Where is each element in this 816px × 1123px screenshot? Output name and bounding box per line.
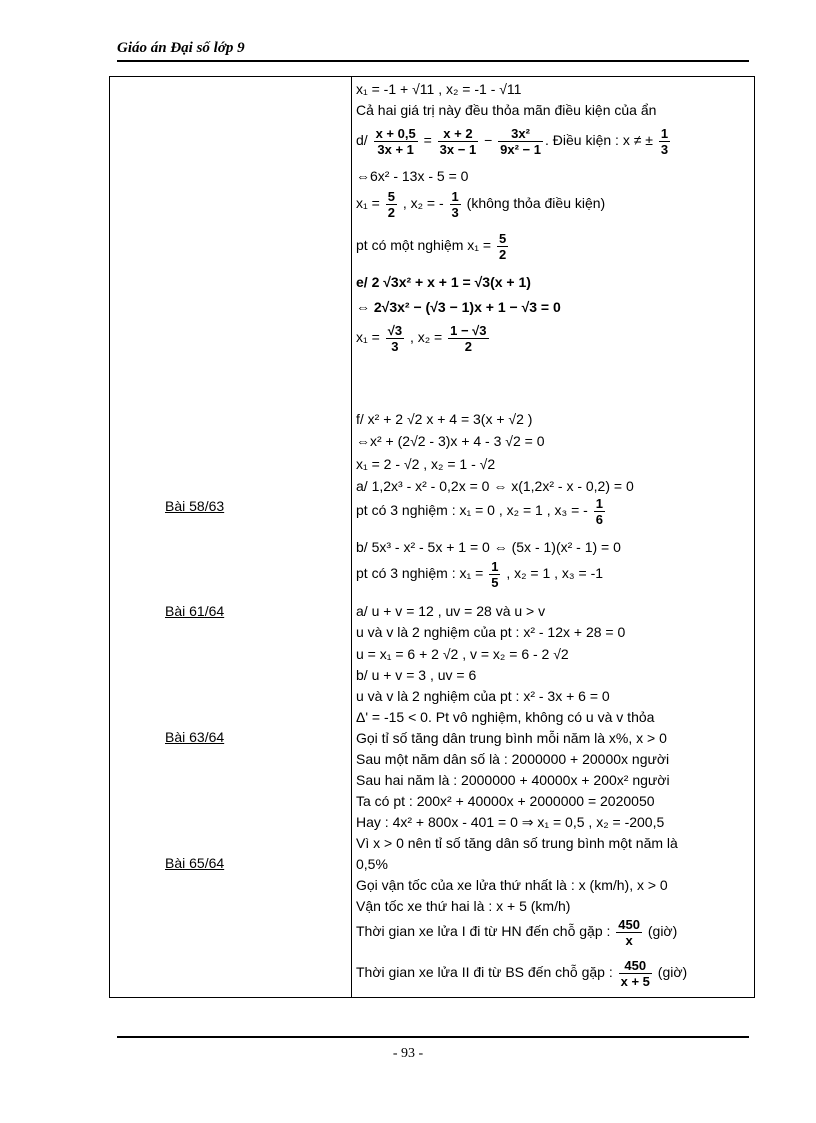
fraction-x2-num: 1 — [451, 189, 459, 204]
fraction-d4 — [659, 126, 670, 157]
fraction-d4-den: 3 — [660, 142, 669, 157]
fraction-65-time1-den: x — [625, 933, 633, 948]
fraction-65-time2-num: 450 — [619, 958, 652, 974]
fraction-x1 — [386, 189, 397, 220]
fraction-x2-e-num: 1 − √3 — [450, 323, 487, 338]
text-x1: x₁ = — [356, 195, 380, 212]
line-61a-given: a/ u + v = 12 , uv = 28 và u > v — [356, 603, 546, 619]
line-61b-pt: u và v là 2 nghiệm của pt : x² - 3x + 6 = 0 — [356, 688, 610, 704]
fraction-58a-den: 6 — [595, 512, 603, 527]
line-63-let: Gọi tỉ số tăng dân trung bình mỗi năm là x%, x > 0 — [356, 730, 667, 746]
text-d: d/ — [356, 132, 368, 149]
fraction-one-root — [497, 231, 508, 262]
text-65-time1: Thời gian xe lửa I đi từ HN đến chỗ gặp : — [356, 923, 611, 940]
line-65-speed2: Vận tốc xe thứ hai là : x + 5 (km/h) — [356, 898, 571, 914]
label-bai-65: Bài 65/64 — [165, 855, 225, 871]
line-65-time2 — [356, 958, 687, 989]
line-roots-c: x₁ = -1 + √11 , x₂ = -1 - √11 — [356, 81, 522, 97]
line-roots-d — [356, 189, 605, 220]
line-65-let: Gọi vận tốc của xe lửa thứ nhất là : x (km/h), x > 0 — [356, 877, 668, 893]
page-number: - 93 - — [392, 1046, 424, 1061]
fraction-58b-num: 1 — [491, 559, 499, 574]
fraction-d3-num: 3x² — [498, 126, 543, 142]
fraction-one-root-den: 2 — [498, 247, 507, 262]
header-rule — [117, 60, 749, 62]
line-63-conclusion: Vì x > 0 nên tỉ số tăng dân số trung bình một năm là — [356, 835, 678, 851]
text-one-root: pt có một nghiệm x₁ = — [356, 237, 492, 254]
fraction-x2-den: 3 — [451, 205, 459, 220]
text-not-satisfy: (không thỏa điều kiện) — [466, 195, 606, 212]
fraction-x1-num: 5 — [387, 189, 395, 204]
line-58a-equation: a/ 1,2x³ - x² - 0,2x = 0 ⇔ x(1,2x² - x - 0,2) = 0 — [356, 478, 634, 494]
fraction-d2-num: x + 2 — [438, 126, 479, 142]
fraction-65-time1 — [616, 917, 642, 948]
text-condition: . Điều kiện : x ≠ ± — [545, 132, 653, 149]
line-transform-f: ⇔x² + (2√2 - 3)x + 4 - 3 √2 = 0 — [356, 433, 545, 449]
line-58a-roots — [356, 496, 607, 527]
fraction-x1-e-num: √3 — [387, 323, 403, 338]
fraction-65-time2-den: x + 5 — [620, 974, 650, 989]
fraction-x1-e — [386, 323, 404, 354]
text-x2-e: , x₂ = — [409, 329, 443, 346]
text-x1-e: x₁ = — [356, 329, 380, 346]
line-roots-e — [356, 323, 491, 354]
fraction-58a-num: 1 — [595, 496, 603, 511]
line-equation-e: e/ 2 √3x² + x + 1 = √3(x + 1) — [356, 274, 531, 290]
label-bai-61: Bài 61/64 — [165, 603, 225, 619]
column-divider — [351, 77, 352, 997]
text-58a-roots: pt có 3 nghiệm : x₁ = 0 , x₂ = 1 , x₃ = - — [356, 502, 588, 519]
fraction-65-time2 — [619, 958, 652, 989]
header-title: Giáo án Đại số lớp 9 — [117, 40, 245, 56]
label-bai-58: Bài 58/63 — [165, 498, 225, 514]
line-transform-e: ⇔ 2√3x² − (√3 − 1)x + 1 − √3 = 0 — [356, 299, 561, 315]
fraction-58a — [594, 496, 605, 527]
text-65-time2: Thời gian xe lửa II đi từ BS đến chỗ gặp : — [356, 964, 613, 981]
line-61a-pt: u và v là 2 nghiệm của pt : x² - 12x + 28 = 0 — [356, 624, 626, 640]
line-61b-delta: Δ' = -15 < 0. Pt vô nghiệm, không có u và v thỏa — [356, 709, 655, 725]
fraction-d1 — [374, 126, 418, 157]
text-x2: , x₂ = - — [402, 195, 444, 212]
line-65-time1 — [356, 917, 677, 948]
fraction-65-time1-num: 450 — [618, 917, 640, 932]
line-58b-equation: b/ 5x³ - x² - 5x + 1 = 0 ⇔ (5x - 1)(x² - 1) = 0 — [356, 539, 621, 555]
text-65-time2-unit: (giờ) — [657, 964, 688, 981]
fraction-d4-num: 1 — [660, 126, 669, 141]
fraction-x2 — [450, 189, 461, 220]
line-63-year1: Sau một năm dân số là : 2000000 + 20000x người — [356, 751, 670, 767]
line-63-solve: Hay : 4x² + 800x - 401 = 0 ⇒ x₁ = 0,5 , x₂ = -200,5 — [356, 814, 665, 830]
line-quadratic-d: ⇔6x² - 13x - 5 = 0 — [356, 168, 469, 184]
label-bai-63: Bài 63/64 — [165, 729, 225, 745]
fraction-58b-den: 5 — [491, 575, 499, 590]
fraction-one-root-num: 5 — [498, 231, 507, 246]
fraction-d3 — [498, 126, 543, 157]
line-63-year2: Sau hai năm là : 2000000 + 40000x + 200x² người — [356, 772, 670, 788]
fraction-x2-e-den: 2 — [464, 339, 472, 354]
fraction-d2-den: 3x − 1 — [439, 142, 477, 157]
line-63-answer: 0,5% — [356, 856, 388, 872]
fraction-d1-den: 3x + 1 — [377, 142, 414, 157]
line-equation-f: f/ x² + 2 √2 x + 4 = 3(x + √2 ) — [356, 411, 533, 427]
line-equation-d: d/ $\frac{x + 0,5}{3x + 1}$ = $\frac{x + 2}{3x - 1}$ − $\frac{\text{3x²}}{\text{9x² − 1}}$ . Điều kiện : x ≠ ± $\frac{1}{3}$ — [356, 126, 669, 157]
text-65-time1-unit: (giờ) — [647, 923, 678, 940]
line-one-root-d — [356, 231, 510, 262]
line-61b-given: b/ u + v = 3 , uv = 6 — [356, 667, 477, 683]
line-61a-uv: u = x₁ = 6 + 2 √2 , v = x₂ = 6 - 2 √2 — [356, 646, 569, 662]
text-58b-roots: pt có 3 nghiệm : x₁ = — [356, 565, 484, 582]
line-63-equation: Ta có pt : 200x² + 40000x + 2000000 = 2020050 — [356, 793, 655, 809]
fraction-x1-den: 2 — [387, 205, 395, 220]
text-58b-rest: , x₂ = 1 , x₃ = -1 — [506, 565, 604, 582]
line-condition-ok: Cả hai giá trị này đều thỏa mãn điều kiện của ẩn — [356, 102, 657, 118]
footer-rule — [117, 1036, 749, 1038]
line-58b-roots — [356, 559, 603, 590]
fraction-d1-num: x + 0,5 — [375, 126, 416, 141]
fraction-d3-den: 9x² − 1 — [500, 142, 541, 157]
fraction-d2 — [438, 126, 479, 157]
fraction-x1-e-den: 3 — [391, 339, 399, 354]
fraction-58b — [489, 559, 500, 590]
fraction-x2-e — [448, 323, 488, 354]
line-roots-f: x₁ = 2 - √2 , x₂ = 1 - √2 — [356, 456, 496, 472]
